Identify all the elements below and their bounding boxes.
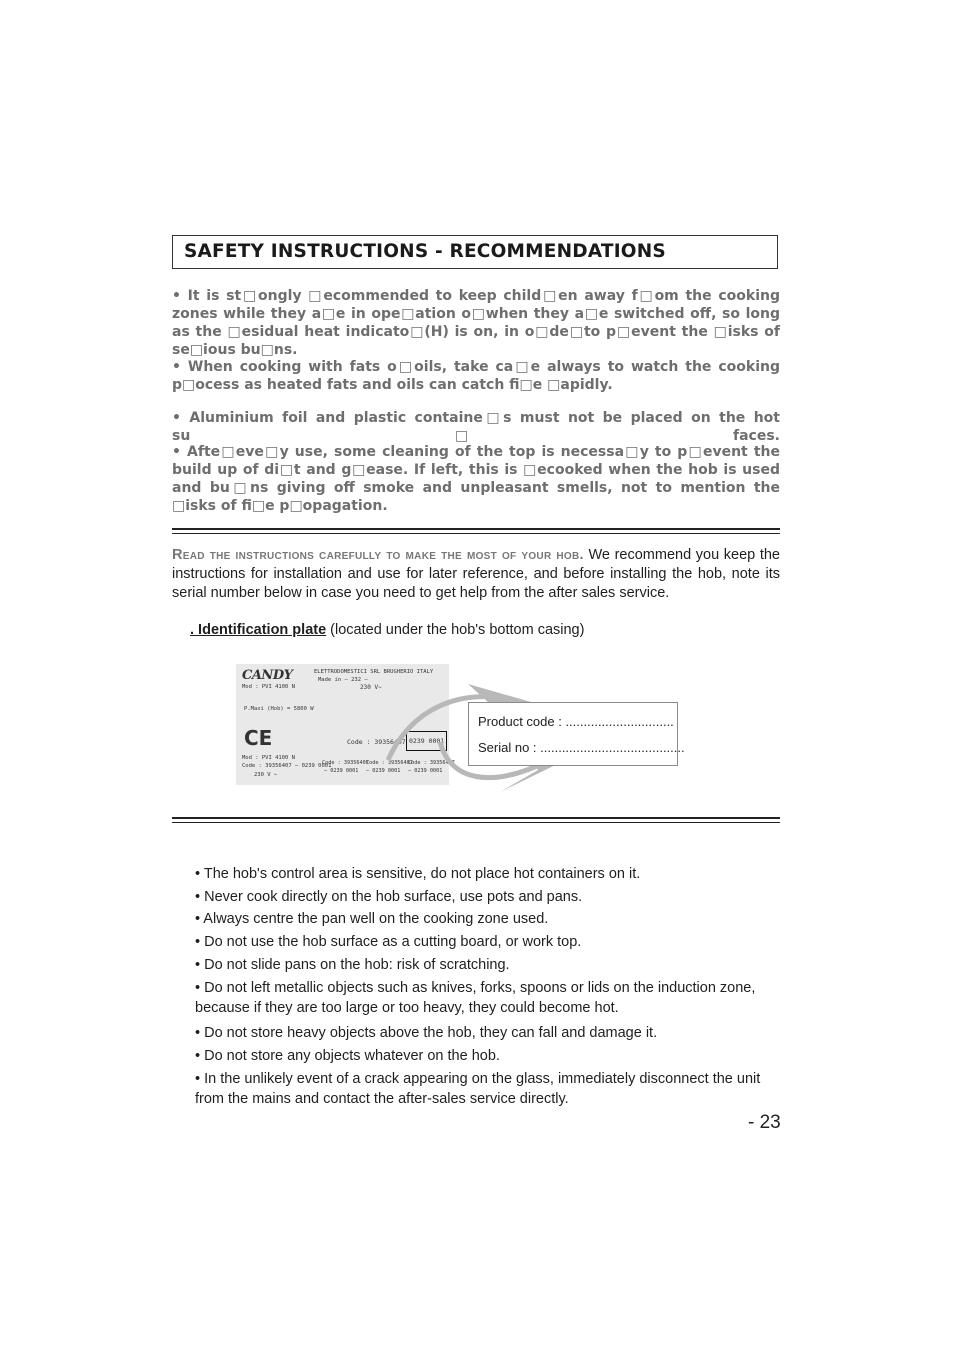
identification-plate-note: (located under the hob's bottom casing) <box>326 622 585 638</box>
tip-heavy-objects: • Do not store heavy objects above the hob, they can fall and damage it. <box>195 1025 658 1041</box>
warning-cleaning: • Afte□eve□y use, some cleaning of the top is necessa□y to p□event the build up of di□t and g□ease. If left, this is □ecooked when the hob is used and bu□ns giving off smoke and unpleasant smells, not to mention the □isks of fi□e p□opagation. <box>172 444 780 514</box>
plate-code-col-b: Code : 39356407 <box>366 760 413 766</box>
identification-plate-line <box>190 622 584 638</box>
plate-code-col-c: Code : 39356407 <box>408 760 455 766</box>
plate-made-in: Made in — 232 — <box>318 677 368 683</box>
identification-plate-label: . Identification plate <box>190 622 327 638</box>
section-title-box <box>172 235 778 269</box>
product-code-field: Product code : .............................. <box>478 714 674 729</box>
plate-code: Code : 39356407 <box>347 738 406 746</box>
plate-code-col-a2: — 0239 0001 <box>324 768 359 774</box>
warning-foil: • Aluminium foil and plastic containe□s must not be placed on the hot su□faces. <box>172 410 780 444</box>
divider-rule <box>172 528 780 534</box>
plate-code-col-c2: — 0239 0001 <box>408 768 443 774</box>
plate-brand: CANDY <box>242 668 293 683</box>
divider-rule-2 <box>172 817 780 823</box>
tip-no-sliding: • Do not slide pans on the hob: risk of scratching. <box>195 957 510 973</box>
tip-centre-pan: • Always centre the pan well on the cooking zone used. <box>195 911 549 927</box>
read-instructions-lead: Read the instructions carefully to make the most of your hob. <box>172 547 584 563</box>
plate-voltage: 230 V∼ <box>360 684 382 691</box>
tip-no-storage: • Do not store any objects whatever on the hob. <box>195 1048 500 1064</box>
tip-metallic-objects: • Do not left metallic objects such as knives, forks, spoons or lids on the induction zone, because if they are too large or too heavy, they could become hot. <box>195 980 756 1016</box>
plate-model: Mod : PVI 4100 N <box>242 684 295 690</box>
plate-model-2: Mod : PVI 4100 N <box>242 755 295 761</box>
plate-maker: ELETTRODOMESTICI SRL BRUGHERIO ITALY <box>314 669 434 675</box>
tip-no-cutting: • Do not use the hob surface as a cutting board, or work top. <box>195 934 582 950</box>
serial-no-field: Serial no : ........................................ <box>478 740 685 755</box>
plate-power: P.Maxi (Hob) = 5800 W <box>244 706 314 712</box>
tip-control-area: • The hob's control area is sensitive, do not place hot containers on it. <box>195 866 641 882</box>
page-number: - 23 <box>748 1112 781 1133</box>
plate-code-row: Code : 39356407 — 0239 0001 <box>242 763 332 769</box>
ce-mark: CE <box>244 726 273 750</box>
page-title: SAFETY INSTRUCTIONS - RECOMMENDATIONS <box>184 241 666 262</box>
serial-callout-box <box>468 702 685 766</box>
read-instructions-paragraph <box>172 546 780 603</box>
plate-code-col-a: Code : 39356407 <box>322 760 369 766</box>
warning-fats-oils: • When cooking with fats o□oils, take ca□e always to watch the cooking p□ocess as heated fats and oils can catch fi□e □apidly. <box>172 359 780 393</box>
tip-use-pots: • Never cook directly on the hob surface, use pots and pans. <box>195 889 583 905</box>
tip-glass-crack: • In the unlikely event of a crack appearing on the glass, immediately disconnect the unit from the mains and contact the after-sales service directly. <box>195 1071 761 1107</box>
plate-voltage-2: 230 V ∼ <box>254 772 278 778</box>
read-instructions-body: We recommend you keep the instructions for installation and use for later reference, and before installing the hob, note its serial number below in case you need to get help from the after sales service. <box>172 547 780 601</box>
plate-code-col-b2: — 0239 0001 <box>366 768 401 774</box>
warning-children: • It is st□ongly □ecommended to keep child□en away f□om the cooking zones while they a□e in ope□ation o□when they a□e switched off, so long as the □esidual heat indicato□(H) is on, in o□de□to p□event the □isks of se□ious bu□ns. <box>172 288 780 358</box>
plate-serial-box: 0239 0001 <box>406 731 447 751</box>
